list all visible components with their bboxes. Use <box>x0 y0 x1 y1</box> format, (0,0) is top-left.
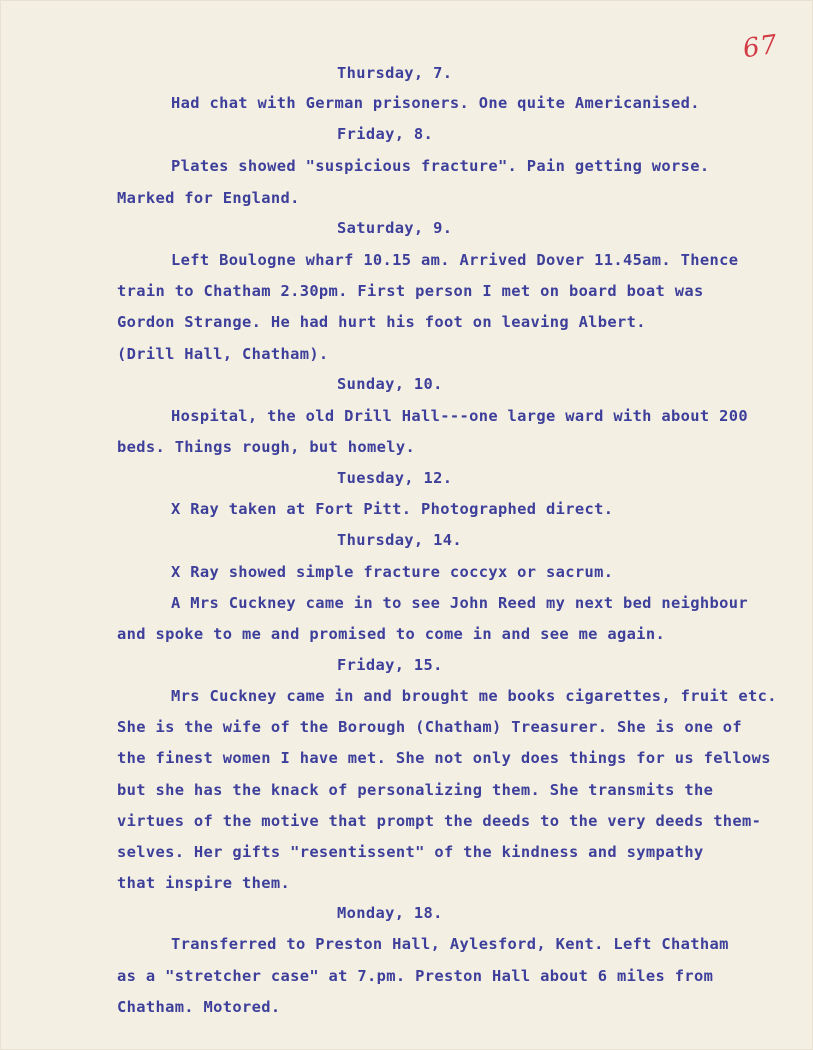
date-heading: Monday, 18. <box>337 904 443 922</box>
date-heading: Tuesday, 12. <box>337 469 453 487</box>
text-line: selves. Her gifts "resentissent" of the kindness and sympathy <box>117 843 704 861</box>
text-line: A Mrs Cuckney came in to see John Reed my next bed neighbour <box>171 594 748 612</box>
date-heading: Friday, 15. <box>337 656 443 674</box>
text-line: Plates showed "suspicious fracture". Pain getting worse. <box>171 157 710 175</box>
text-line: train to Chatham 2.30pm. First person I met on board boat was <box>117 282 704 300</box>
text-line: beds. Things rough, but homely. <box>117 438 416 456</box>
date-heading: Thursday, 14. <box>337 531 463 549</box>
text-line: Gordon Strange. He had hurt his foot on leaving Albert. <box>117 313 646 331</box>
text-line: Had chat with German prisoners. One quite Americanised. <box>171 94 700 112</box>
text-line: that inspire them. <box>117 874 291 892</box>
text-line: Marked for England. <box>117 189 300 207</box>
handwritten-page-number: 67 <box>741 29 781 65</box>
text-line: as a "stretcher case" at 7.pm. Preston Hall about 6 miles from <box>117 967 714 985</box>
text-line: Mrs Cuckney came in and brought me books cigarettes, fruit etc. <box>171 687 777 705</box>
date-heading: Friday, 8. <box>337 125 434 143</box>
text-line: She is the wife of the Borough (Chatham) Treasurer. She is one of <box>117 718 743 736</box>
text-line: Hospital, the old Drill Hall---one large ward with about 200 <box>171 407 748 425</box>
text-line: the finest women I have met. She not only does things for us fellows <box>117 749 771 767</box>
text-line: X Ray taken at Fort Pitt. Photographed direct. <box>171 500 614 518</box>
text-line: Left Boulogne wharf 10.15 am. Arrived Dover 11.45am. Thence <box>171 251 739 269</box>
text-line: virtues of the motive that prompt the deeds to the very deeds them- <box>117 812 762 830</box>
date-heading: Thursday, 7. <box>337 64 453 82</box>
text-line: X Ray showed simple fracture coccyx or sacrum. <box>171 563 614 581</box>
text-line: (Drill Hall, Chatham). <box>117 345 329 363</box>
text-line: and spoke to me and promised to come in and see me again. <box>117 625 666 643</box>
date-heading: Sunday, 10. <box>337 375 443 393</box>
date-heading: Saturday, 9. <box>337 219 453 237</box>
text-line: but she has the knack of personalizing them. She transmits the <box>117 781 714 799</box>
text-line: Transferred to Preston Hall, Aylesford, Kent. Left Chatham <box>171 935 729 953</box>
text-line: Chatham. Motored. <box>117 998 281 1016</box>
